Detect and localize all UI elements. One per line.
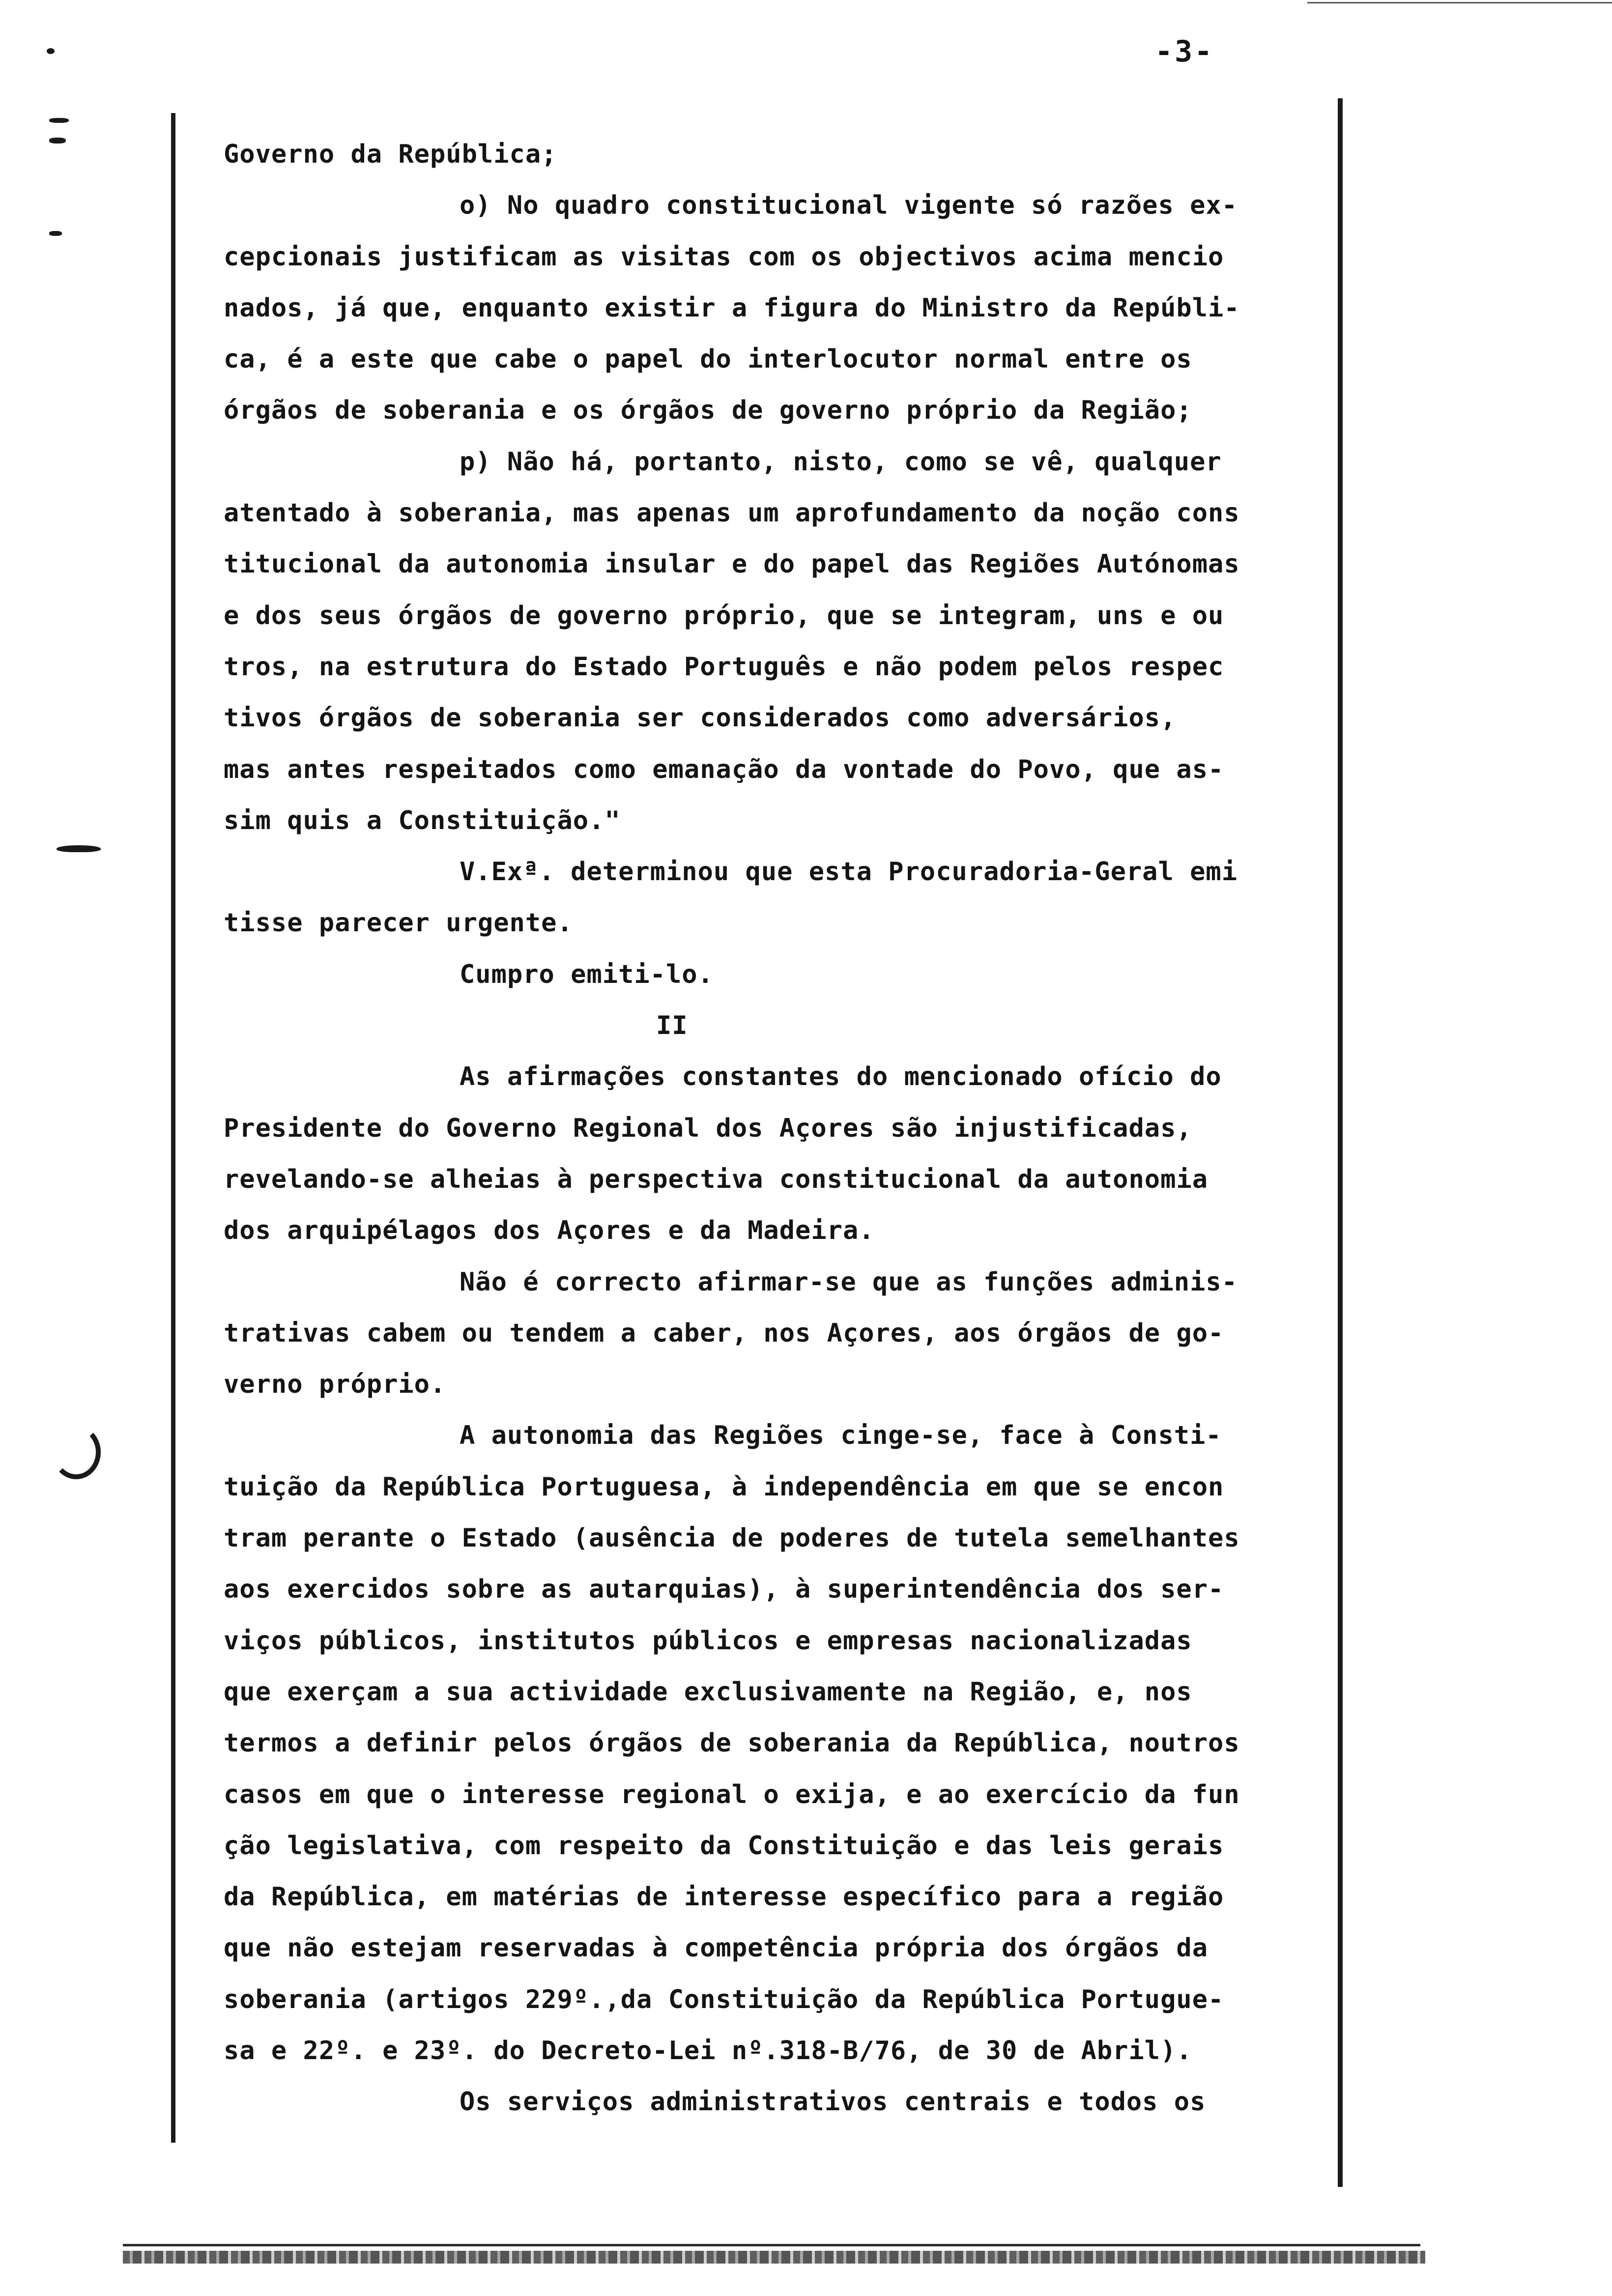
- text-line: que exerçam a sua actividade exclusivamente na Região, e, nos: [224, 1677, 1192, 1707]
- scan-mark: [49, 138, 66, 144]
- scan-mark: [49, 118, 69, 123]
- text-line: Cumpro emiti-lo.: [460, 959, 714, 989]
- text-line: tivos órgãos de soberania ser considerados como adversários,: [224, 703, 1177, 733]
- scan-mark: [57, 845, 101, 852]
- text-line: atentado à soberania, mas apenas um aprofundamento da noção cons: [224, 498, 1240, 528]
- text-line: tram perante o Estado (ausência de poderes de tutela semelhantes: [224, 1523, 1240, 1553]
- text-line: trativas cabem ou tendem a caber, nos Açores, aos órgãos de go-: [224, 1318, 1224, 1348]
- scan-mark: [47, 48, 55, 54]
- text-line: que não estejam reservadas à competência própria dos órgãos da: [224, 1933, 1209, 1963]
- text-line: termos a definir pelos órgãos de soberania da República, noutros: [224, 1728, 1240, 1758]
- text-line: titucional da autonomia insular e do papel das Regiões Autónomas: [224, 549, 1240, 579]
- text-line: tuição da República Portuguesa, à independência em que se encon: [224, 1472, 1224, 1502]
- text-line: Não é correcto afirmar-se que as funções adminis-: [460, 1267, 1238, 1297]
- text-line: sa e 22º. e 23º. do Decreto-Lei nº.318-B/76, de 30 de Abril).: [224, 2036, 1192, 2066]
- body-text: [224, 129, 1315, 2128]
- left-margin-rule: [171, 113, 175, 2143]
- text-line: mas antes respeitados como emanação da vontade do Povo, que as-: [224, 754, 1224, 784]
- scan-mark: [49, 231, 62, 236]
- scan-mark: [52, 1425, 101, 1479]
- text-line: sim quis a Constituição.": [224, 805, 621, 835]
- text-line: Governo da República;: [224, 140, 557, 169]
- bottom-edge-rule: [123, 2244, 1420, 2246]
- text-line: aos exercidos sobre as autarquias), à superintendência dos ser-: [224, 1575, 1224, 1605]
- text-line: revelando-se alheias à perspectiva constitucional da autonomia: [224, 1164, 1209, 1194]
- text-line: nados, já que, enquanto existir a figura do Ministro da Repúbli-: [224, 293, 1240, 323]
- text-line: V.Exª. determinou que esta Procuradoria-Geral emi: [460, 857, 1238, 887]
- text-line: e dos seus órgãos de governo próprio, que se integram, uns e ou: [224, 601, 1224, 631]
- text-line: soberania (artigos 229º.,da Constituição da República Portugue-: [224, 1984, 1224, 2014]
- text-line: casos em que o interesse regional o exija, e ao exercício da fun: [224, 1779, 1240, 1809]
- text-line: As afirmações constantes do mencionado ofício do: [460, 1062, 1222, 1092]
- right-margin-rule: [1338, 98, 1343, 2187]
- text-line: A autonomia das Regiões cinge-se, face à Consti-: [460, 1421, 1222, 1451]
- text-line: da República, em matérias de interesse específico para a região: [224, 1882, 1224, 1912]
- text-line: cepcionais justificam as visitas com os objectivos acima mencio: [224, 242, 1224, 272]
- bottom-scan-strip: [123, 2251, 1425, 2264]
- text-line: o) No quadro constitucional vigente só razões ex-: [460, 191, 1238, 221]
- text-line: viços públicos, institutos públicos e empresas nacionalizadas: [224, 1626, 1192, 1656]
- text-line: Presidente do Governo Regional dos Açores são injustificadas,: [224, 1113, 1192, 1143]
- text-line: verno próprio.: [224, 1370, 446, 1400]
- page-number: -3-: [1155, 34, 1214, 69]
- section-heading: II: [656, 1011, 688, 1041]
- text-line: órgãos de soberania e os órgãos de governo próprio da Região;: [224, 396, 1192, 426]
- top-edge-rule: [1307, 2, 1612, 3]
- text-line: ção legislativa, com respeito da Constituição e das leis gerais: [224, 1831, 1224, 1861]
- text-line: dos arquipélagos dos Açores e da Madeira.: [224, 1216, 875, 1246]
- text-line: tros, na estrutura do Estado Português e não podem pelos respec: [224, 652, 1224, 682]
- text-line: p) Não há, portanto, nisto, como se vê, qualquer: [460, 447, 1222, 477]
- text-line: ca, é a este que cabe o papel do interlocutor normal entre os: [224, 344, 1192, 374]
- text-line: Os serviços administrativos centrais e todos os: [460, 2087, 1206, 2117]
- text-line: tisse parecer urgente.: [224, 908, 573, 938]
